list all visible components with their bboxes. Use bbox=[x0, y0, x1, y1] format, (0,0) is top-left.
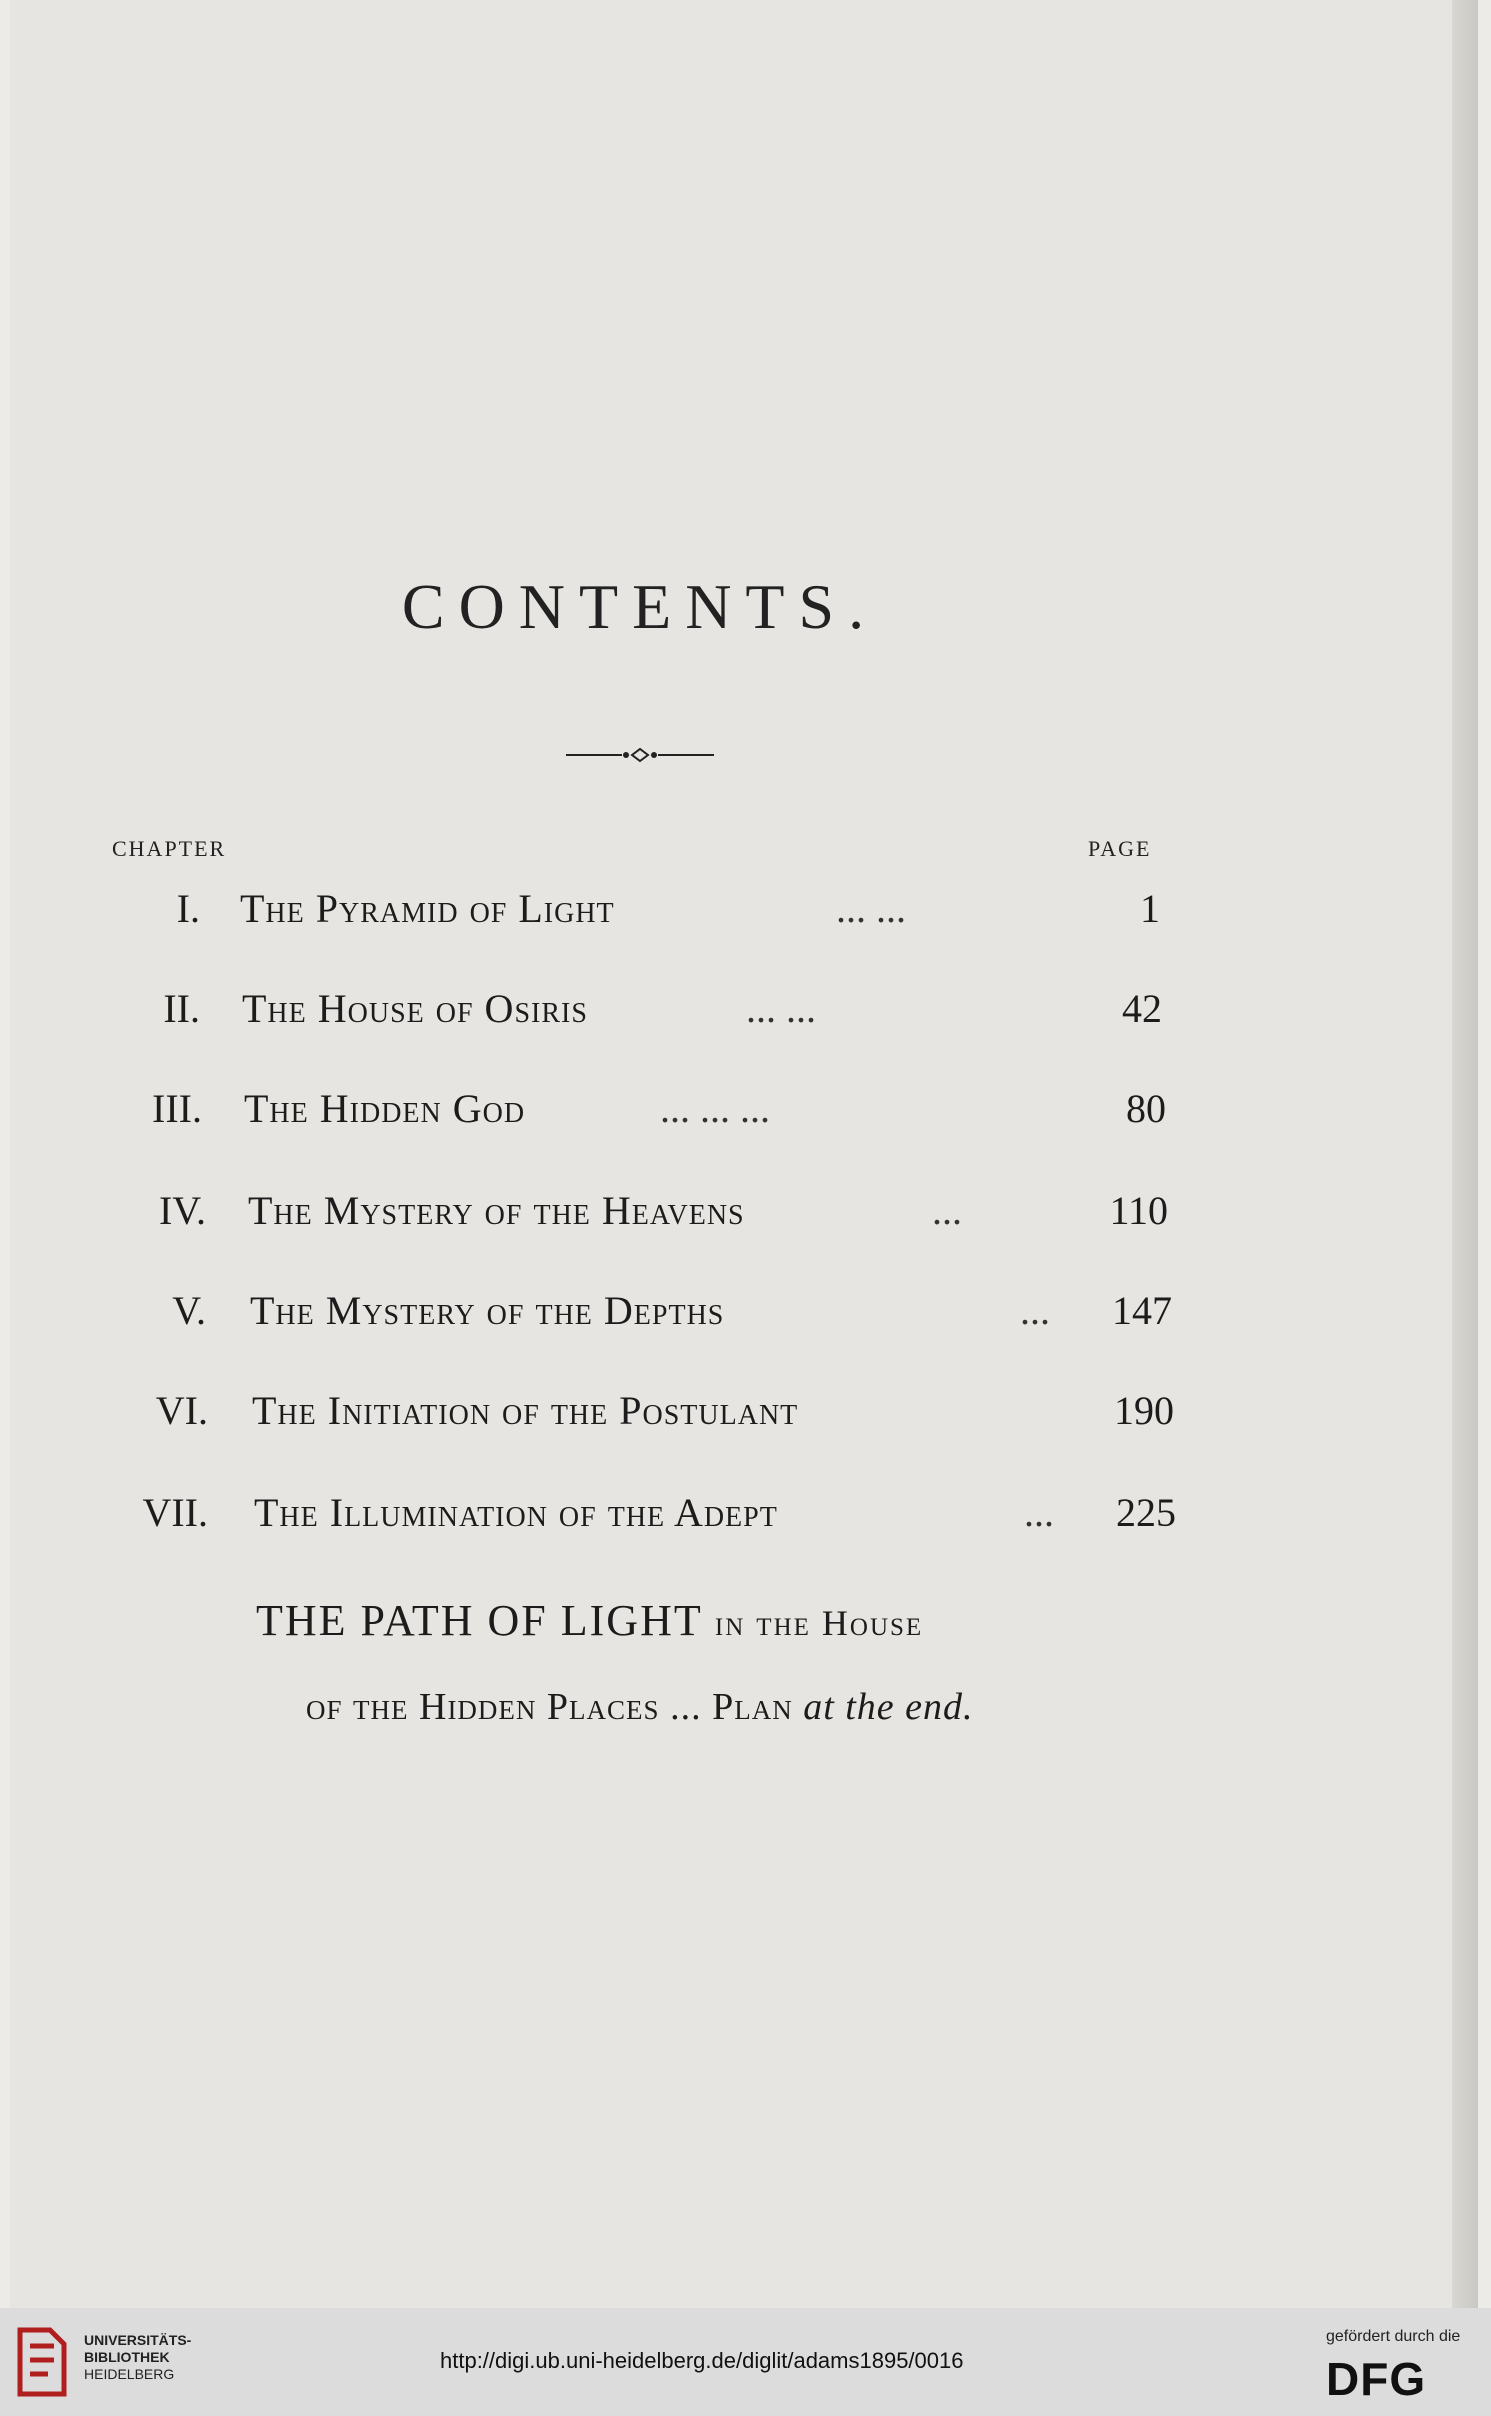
library-name-line1: UNIVERSITÄTS- bbox=[84, 2332, 192, 2348]
leader-dots: ... bbox=[1024, 1490, 1054, 1535]
chapter-title: The House of Osiris bbox=[242, 986, 588, 1031]
chapter-number: III. bbox=[152, 1086, 202, 1131]
page-number: 1 bbox=[1140, 886, 1160, 931]
university-library-logo-icon bbox=[14, 2322, 72, 2402]
path-of-light-line2 bbox=[306, 1685, 974, 1729]
leader-dots: ... bbox=[932, 1188, 962, 1233]
viewer-footer bbox=[0, 2308, 1491, 2416]
dfg-logo: DFG bbox=[1326, 2353, 1427, 2405]
path-of-light-caps: THE PATH OF LIGHT bbox=[256, 1596, 702, 1645]
library-name-line3: HEIDELBERG bbox=[84, 2366, 175, 2382]
page-title: CONTENTS. bbox=[401, 571, 879, 642]
page-number: 80 bbox=[1126, 1086, 1166, 1131]
page-number: 225 bbox=[1116, 1490, 1176, 1535]
leader-dots: ... bbox=[1020, 1288, 1050, 1333]
chapter-title: The Hidden God bbox=[244, 1086, 526, 1131]
page-number: 147 bbox=[1112, 1288, 1172, 1333]
toc-entry bbox=[0, 1387, 1491, 1447]
toc-entry bbox=[0, 1287, 1491, 1347]
chapter-column-header: CHAPTER bbox=[112, 836, 227, 861]
chapter-title: The Pyramid of Light bbox=[240, 886, 615, 931]
leader-dots: ... ... ... bbox=[660, 1086, 770, 1131]
chapter-number: VII. bbox=[142, 1490, 208, 1535]
path-of-light-line2-text: of the Hidden Places ... Plan bbox=[306, 1686, 793, 1728]
toc-entry bbox=[0, 985, 1491, 1045]
chapter-title: The Mystery of the Heavens bbox=[248, 1188, 745, 1233]
toc-entry bbox=[0, 885, 1491, 945]
path-of-light-line2-italic: at the end. bbox=[803, 1686, 974, 1728]
page-edge-shadow bbox=[1452, 0, 1478, 2308]
chapter-title: The Illumination of the Adept bbox=[254, 1490, 778, 1535]
leader-dots: ... ... bbox=[836, 886, 906, 931]
toc-entry bbox=[0, 1489, 1491, 1549]
path-of-light-line1 bbox=[256, 1595, 923, 1646]
path-of-light-rest: in the House bbox=[714, 1603, 924, 1643]
permalink-url[interactable]: http://digi.ub.uni-heidelberg.de/diglit/adams1895/0016 bbox=[440, 2348, 964, 2373]
chapter-number: V. bbox=[172, 1288, 206, 1333]
toc-entry bbox=[0, 1085, 1491, 1145]
chapter-number: IV. bbox=[158, 1188, 206, 1233]
book-page bbox=[10, 0, 1478, 2308]
page-column-header: PAGE bbox=[1088, 836, 1152, 861]
chapter-number: VI. bbox=[155, 1388, 208, 1433]
chapter-number: II. bbox=[163, 986, 200, 1031]
leader-dots: ... ... bbox=[746, 986, 816, 1031]
chapter-number: I. bbox=[176, 886, 200, 931]
page-number: 110 bbox=[1109, 1188, 1168, 1233]
page-number: 42 bbox=[1122, 986, 1162, 1031]
funded-by-label: gefördert durch die bbox=[1326, 2328, 1461, 2345]
library-name bbox=[84, 2332, 191, 2383]
toc-entry bbox=[0, 1187, 1491, 1247]
ornament-divider bbox=[566, 745, 714, 765]
page-number: 190 bbox=[1114, 1388, 1174, 1433]
chapter-title: The Mystery of the Depths bbox=[250, 1288, 725, 1333]
library-name-line2: BIBLIOTHEK bbox=[84, 2349, 170, 2365]
chapter-title: The Initiation of the Postulant bbox=[252, 1388, 799, 1433]
